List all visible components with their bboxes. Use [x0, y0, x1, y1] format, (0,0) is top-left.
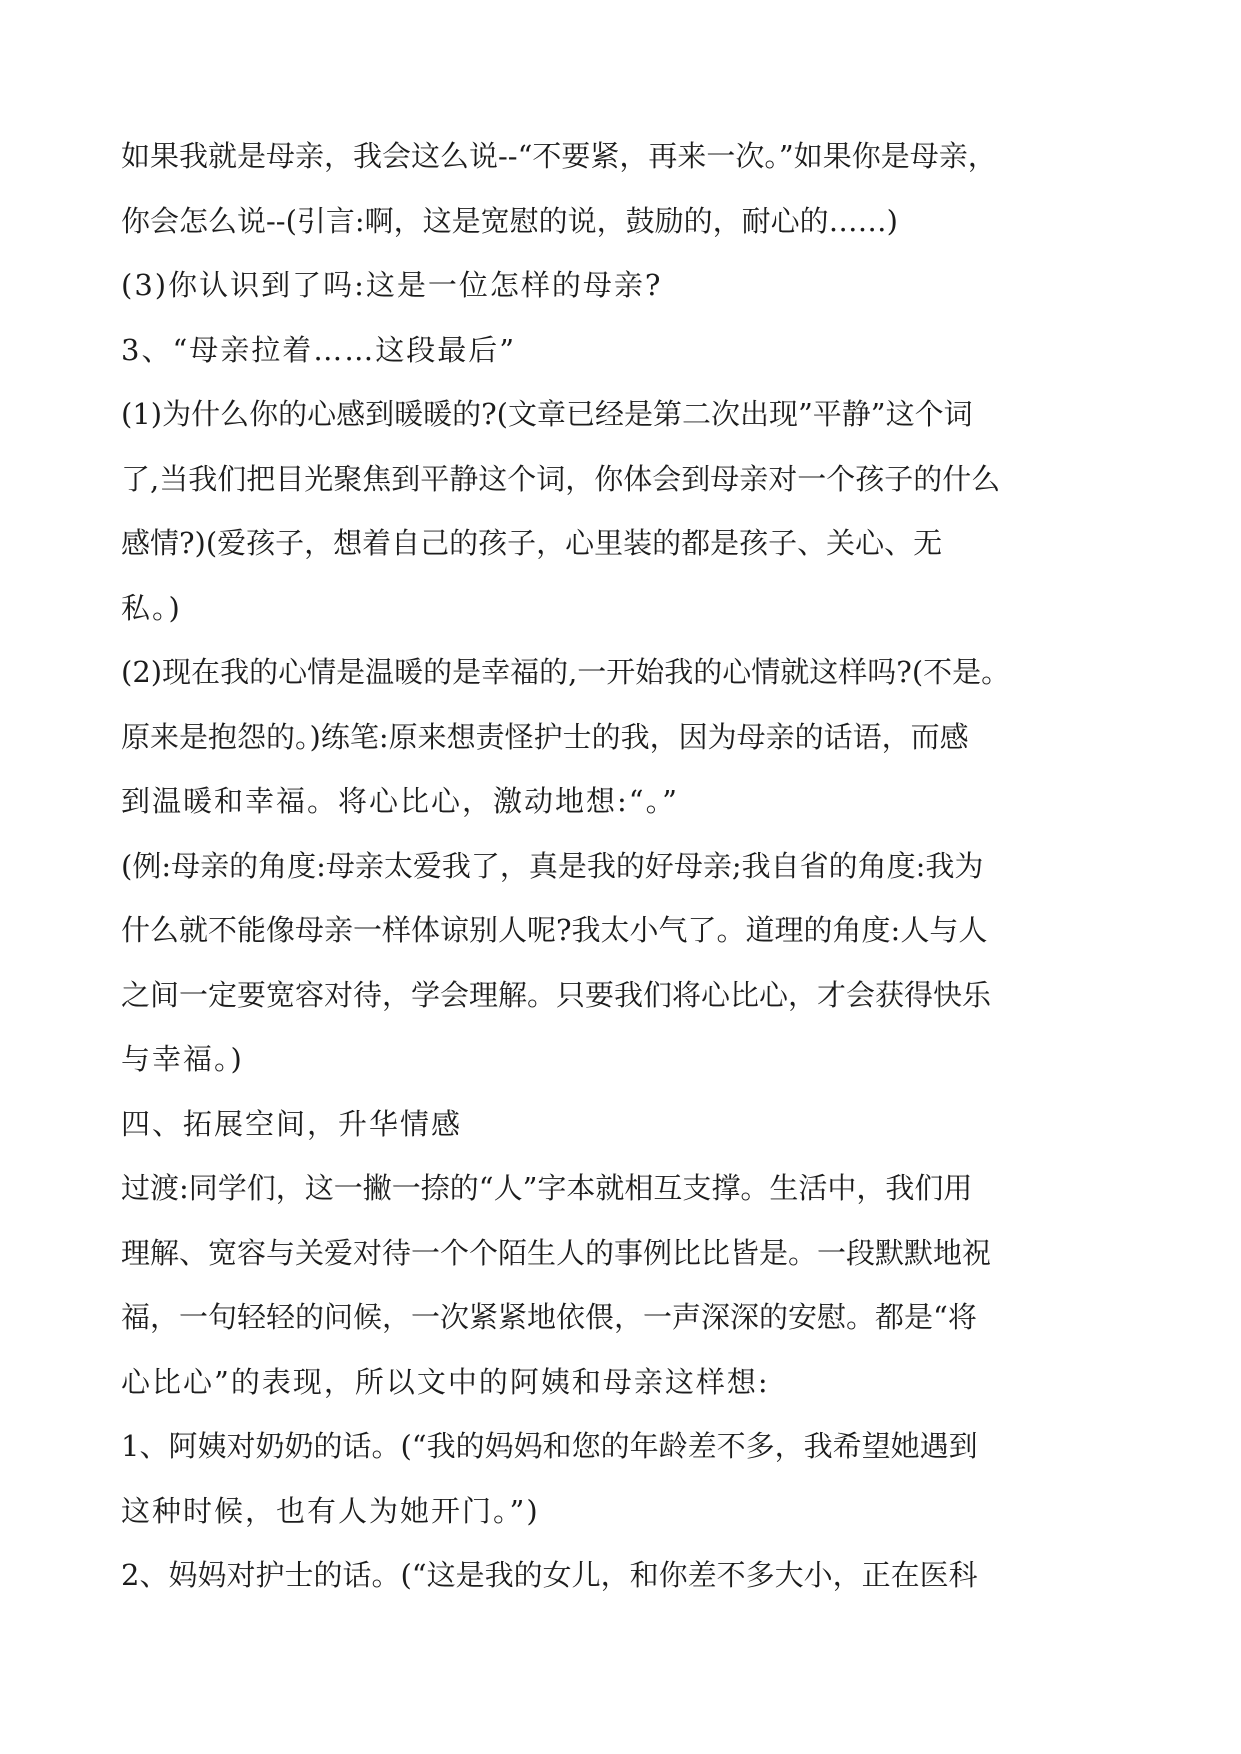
text-line: 理解、宽容与关爱对待一个个陌生人的事例比比皆是。一段默默地祝	[121, 1235, 992, 1270]
text-line: (2)现在我的心情是温暖的是幸福的,一开始我的心情就这样吗?(不是。	[121, 655, 1011, 689]
text-line: 2、妈妈对护士的话。(“这是我的女儿，和你差不多大小，正在医科	[121, 1558, 978, 1592]
section-heading: 3、“母亲拉着……这段最后”	[121, 332, 517, 367]
text-line: (1)为什么你的心感到暖暖的?(文章已经是第二次出现”平静”这个词	[121, 397, 973, 431]
text-line: (例:母亲的角度:母亲太爱我了，真是我的好母亲;我自省的角度:我为	[121, 848, 984, 883]
text-line: 福，一句轻轻的问候，一次紧紧地依偎，一声深深的安慰。都是“将	[121, 1300, 977, 1334]
text-line: 这种时候，也有人为她开门。”)	[121, 1493, 540, 1528]
text-line: 如果我就是母亲，我会这么说--“不要紧，再来一次。”如果你是母亲，	[121, 139, 997, 173]
text-line: 什么就不能像母亲一样体谅别人呢?我太小气了。道理的角度:人与人	[121, 913, 988, 947]
text-line: 原来是抱怨的。)练笔:原来想责怪护士的我，因为母亲的话语，而感	[121, 719, 969, 754]
text-line: 1、阿姨对奶奶的话。(“我的妈妈和您的年龄差不多，我希望她遇到	[121, 1429, 978, 1463]
section-heading: 四、拓展空间，升华情感	[121, 1106, 463, 1141]
text-line: (3)你认识到了吗:这是一位怎样的母亲?	[121, 268, 663, 302]
text-line: 与幸福。)	[121, 1042, 244, 1076]
text-line: 到温暖和幸福。将心比心，激动地想:“。”	[121, 784, 679, 818]
text-line: 你会怎么说--(引言:啊，这是宽慰的说，鼓励的，耐心的……)	[121, 203, 898, 238]
text-line: 感情?)(爱孩子，想着自己的孩子，心里装的都是孩子、关心、无	[121, 526, 943, 560]
text-line: 过渡:同学们，这一撇一捺的“人”字本就相互支撑。生活中，我们用	[121, 1171, 973, 1205]
document-body	[121, 124, 1121, 1608]
text-line: 了,当我们把目光聚焦到平静这个词，你体会到母亲对一个孩子的什么	[121, 461, 1001, 496]
text-line: 心比心”的表现，所以文中的阿姨和母亲这样想:	[121, 1364, 770, 1399]
text-line: 之间一定要宽容对待，学会理解。只要我们将心比心，才会获得快乐	[121, 977, 992, 1012]
text-line: 私。)	[121, 590, 182, 625]
